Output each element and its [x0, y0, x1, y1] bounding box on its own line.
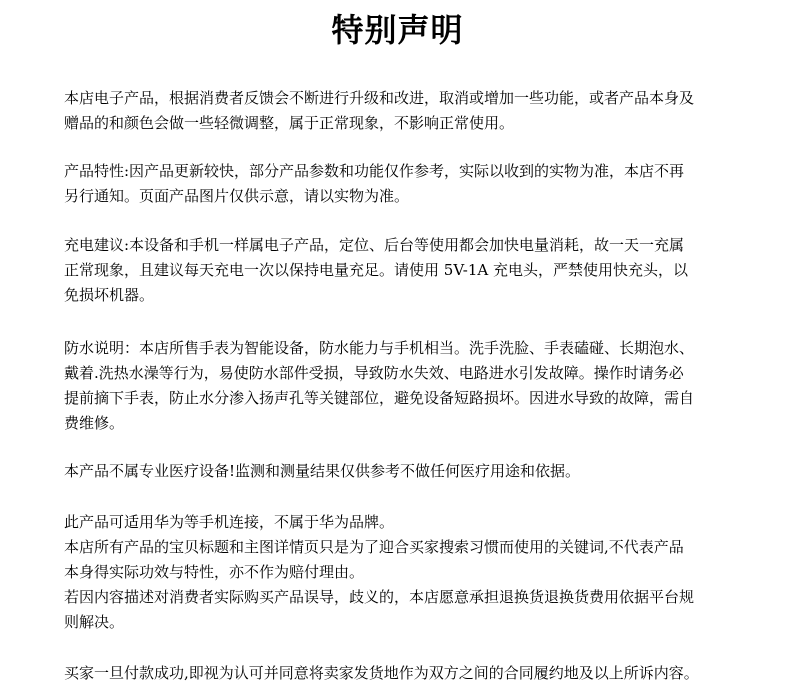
text-line: 赠品的和颜色会做一些轻微调整，属于正常现象，不影响正常使用。	[64, 114, 515, 132]
paragraph-brand-keywords	[64, 510, 744, 635]
text-line: 买家一旦付款成功,即视为认可并同意将卖家发货地作为双方之间的合同履约地及以上所诉内容。	[64, 664, 699, 682]
text-line: 防水说明：本店所售手表为智能设备，防水能力与手机相当。洗手洗脸、手表磕碰、长期泡水、	[64, 339, 695, 357]
text-line: 若因内容描述对消费者实际购买产品误导，歧义的，本店愿意承担退换货退换货费用依据平台规	[64, 588, 695, 606]
text-line: 正常现象，且建议每天充电一次以保持电量充足。请使用 5V-1A 充电头，严禁使用快充头，以	[64, 261, 688, 279]
text-line: 另行通知。页面产品图片仅供示意，请以实物为准。	[64, 187, 410, 205]
text-line: 本产品不属专业医疗设备!监测和测量结果仅供参考不做任何医疗用途和依据。	[64, 462, 581, 480]
page-title: 特别声明	[331, 11, 464, 49]
paragraph-contract-location	[64, 661, 744, 686]
paragraph-charging-advice	[64, 233, 744, 308]
paragraph-product-features	[64, 159, 744, 209]
text-line: 本身得实际功效与特性，亦不作为赔付理由。	[64, 563, 365, 581]
text-line: 戴着.洗热水澡等行为，易使防水部件受损，导致防水失效、电路进水引发故障。操作时请务必	[64, 364, 684, 382]
paragraph-product-updates	[64, 86, 744, 136]
paragraph-medical-disclaimer	[64, 459, 744, 484]
text-line: 提前摘下手表，防止水分渗入扬声孔等关键部位，避免设备短路损坏。因进水导致的故障，需自	[64, 389, 695, 407]
text-line: 本店所有产品的宝贝标题和主图详情页只是为了迎合买家搜索习惯而使用的关键词,不代表产品	[64, 538, 684, 556]
text-line: 免损坏机器。	[64, 286, 155, 304]
text-line: 费维修。	[64, 414, 125, 432]
text-line: 则解决。	[64, 613, 125, 631]
text-line: 产品特性:因产品更新较快，部分产品参数和功能仅作参考，实际以收到的实物为准，本店不再	[64, 162, 685, 180]
paragraph-waterproof-notice	[64, 336, 744, 436]
text-line: 此产品可适用华为等手机连接，不属于华为品牌。	[64, 513, 395, 531]
text-line: 本店电子产品，根据消费者反馈会不断进行升级和改进，取消或增加一些功能，或者产品本身及	[64, 89, 695, 107]
text-line: 充电建议:本设备和手机一样属电子产品，定位、后台等使用都会加快电量消耗，故一天一充属	[64, 236, 685, 254]
